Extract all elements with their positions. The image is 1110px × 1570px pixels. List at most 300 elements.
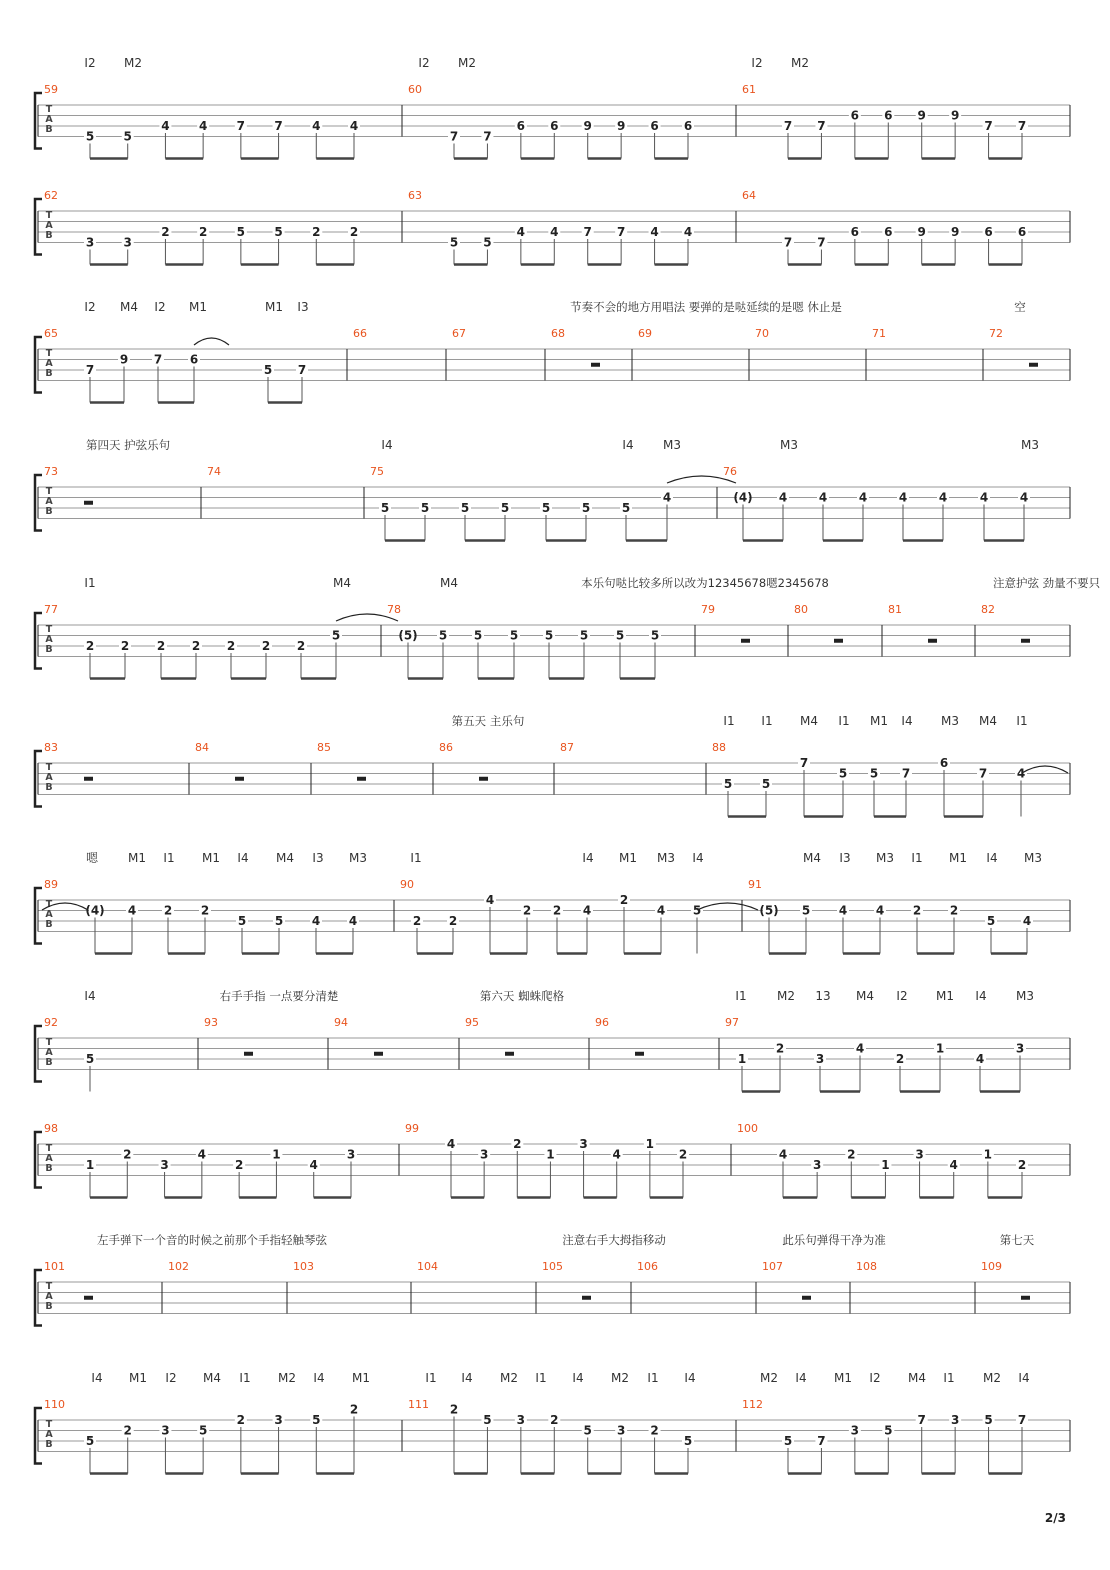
measure-number: 96 — [595, 1016, 609, 1029]
tab-clef-letter: B — [45, 367, 53, 379]
fingering-label: M3 — [349, 851, 367, 865]
fingering-label: I1 — [410, 851, 422, 865]
fret-number: 3 — [950, 1413, 960, 1427]
fret-number: 1 — [272, 1147, 281, 1162]
fret-number: 2 — [522, 903, 532, 918]
fingering-label: M4 — [856, 989, 874, 1003]
annotation-text: 左手弹下一个音的时候之前那个手指轻触琴弦 — [97, 1233, 327, 1247]
fingering-label: M2 — [124, 56, 142, 70]
rest-mark — [1021, 1296, 1030, 1300]
fret-number: 1 — [881, 1158, 890, 1172]
measure-number: 76 — [723, 465, 737, 478]
measure-number: 83 — [44, 741, 58, 754]
rest-mark — [84, 777, 93, 781]
fret-number: 6 — [984, 225, 993, 239]
fret-number: (5) — [759, 903, 779, 918]
fret-number: 4 — [516, 225, 526, 239]
measure-number: 112 — [742, 1398, 763, 1411]
annotation-text: 右手手指 一点要分清楚 — [219, 989, 339, 1003]
fingering-label: M1 — [619, 851, 637, 865]
fret-number: 7 — [817, 1434, 826, 1448]
fret-number: 4 — [858, 490, 868, 505]
fret-number: 7 — [1017, 1413, 1027, 1427]
annotation-text: 第七天 — [999, 1233, 1035, 1247]
fret-number: (5) — [398, 628, 418, 643]
fret-number: 9 — [616, 119, 626, 133]
fret-number: 5 — [85, 129, 95, 144]
page-number-text: 2/3 — [1044, 1511, 1066, 1525]
measure-number: 63 — [408, 189, 422, 202]
fret-number: 4 — [348, 914, 358, 928]
fret-number: 5 — [509, 628, 519, 643]
fret-number: 9 — [950, 225, 960, 239]
fingering-label: M1 — [870, 714, 888, 728]
fingering-label: M1 — [834, 1371, 852, 1385]
fret-number: 3 — [346, 1147, 356, 1162]
fret-number: 2 — [236, 1413, 246, 1427]
fret-number: 5 — [579, 628, 589, 643]
fret-number: 1 — [546, 1147, 555, 1162]
rest-mark — [834, 639, 843, 643]
fret-number: 3 — [579, 1137, 588, 1151]
fret-number: 2 — [619, 893, 629, 907]
tab-system — [35, 851, 1070, 954]
fingering-label: I4 — [684, 1371, 696, 1385]
measure-number: 68 — [551, 327, 565, 340]
measure-number: 88 — [712, 741, 726, 754]
measure-number: 111 — [408, 1398, 429, 1411]
fret-number: 7 — [901, 766, 911, 781]
fingering-label: M3 — [1024, 851, 1042, 865]
annotation-text: 注意护弦 劲量不要只 — [993, 576, 1101, 590]
fret-number: 7 — [616, 225, 626, 239]
fret-number: 5 — [312, 1413, 321, 1427]
tie-arc — [697, 903, 758, 910]
fret-number: 3 — [161, 1423, 170, 1438]
fret-number: 4 — [349, 119, 359, 133]
fret-number: 9 — [583, 119, 592, 133]
measure-number: 102 — [168, 1260, 189, 1273]
fret-number: 5 — [683, 1434, 693, 1448]
fret-number: 6 — [550, 119, 559, 133]
tab-system — [35, 56, 1070, 159]
tab-system — [35, 989, 1070, 1092]
fret-number: 3 — [815, 1052, 825, 1066]
fingering-label: M2 — [760, 1371, 778, 1385]
fret-number: 2 — [312, 225, 321, 239]
fret-number: 5 — [692, 903, 702, 918]
fret-number: 5 — [761, 777, 771, 791]
measure-number: 98 — [44, 1122, 58, 1135]
measure-number: 60 — [408, 83, 422, 96]
fret-number: 3 — [616, 1423, 626, 1438]
fret-number: 5 — [783, 1434, 793, 1448]
tab-clef-letter: T — [45, 899, 53, 910]
fret-number: 2 — [120, 639, 130, 653]
fingering-label: M2 — [278, 1371, 296, 1385]
fingering-label: M4 — [276, 851, 294, 865]
fret-number: 2 — [296, 639, 306, 653]
tab-clef-letter: B — [45, 1056, 53, 1068]
fret-number: 5 — [483, 1413, 492, 1427]
fret-number: 4 — [309, 1158, 318, 1172]
tab-system — [35, 1122, 1070, 1198]
fret-number: 4 — [838, 903, 848, 918]
fingering-label: 13 — [815, 989, 831, 1003]
fret-number: 6 — [1017, 225, 1027, 239]
measure-number: 106 — [637, 1260, 658, 1273]
rest-mark — [1029, 363, 1038, 367]
fret-number: 5 — [838, 766, 848, 781]
tab-system — [35, 300, 1070, 403]
measure-number: 62 — [44, 189, 58, 202]
fret-number: 4 — [550, 225, 559, 239]
fret-number: 3 — [516, 1413, 526, 1427]
fingering-label: I4 — [901, 714, 913, 728]
fingering-label: I2 — [896, 989, 908, 1003]
measure-number: 70 — [755, 327, 769, 340]
fret-number: 5 — [723, 777, 733, 791]
fret-number: 4 — [612, 1147, 621, 1162]
fingering-label: I4 — [582, 851, 594, 865]
measure-number: 69 — [638, 327, 652, 340]
rest-mark — [928, 639, 937, 643]
fret-number: 4 — [938, 490, 948, 505]
fret-number: 5 — [581, 501, 591, 515]
measure-number: 104 — [417, 1260, 438, 1273]
fingering-label: 嗯 — [85, 851, 99, 865]
fingering-label: I4 — [91, 1371, 103, 1385]
fingering-label: M4 — [908, 1371, 926, 1385]
fingering-label: I3 — [839, 851, 851, 865]
fret-number: 4 — [656, 903, 666, 918]
fret-number: 7 — [449, 129, 459, 144]
fingering-label: I4 — [237, 851, 249, 865]
fret-number: 2 — [156, 639, 166, 653]
fret-number: 4 — [683, 225, 693, 239]
measure-number: 85 — [317, 741, 331, 754]
fret-number: 4 — [949, 1158, 958, 1172]
fingering-label: M1 — [129, 1371, 147, 1385]
measure-number: 75 — [370, 465, 384, 478]
fret-number: 4 — [127, 903, 137, 918]
tab-system — [35, 1371, 1070, 1474]
fret-number: 2 — [349, 225, 359, 239]
measure-number: 73 — [44, 465, 58, 478]
fret-number: 6 — [683, 119, 693, 133]
tab-clef-letter: A — [45, 908, 53, 920]
tab-system — [35, 189, 1070, 265]
fingering-label: I1 — [163, 851, 175, 865]
tab-clef-letter: B — [45, 505, 53, 517]
fret-number: 3 — [274, 1413, 283, 1427]
fret-number: 7 — [274, 119, 283, 133]
fret-number: 1 — [737, 1052, 747, 1066]
fret-number: 3 — [812, 1158, 822, 1172]
fret-number: 2 — [85, 639, 95, 653]
fingering-label: M2 — [611, 1371, 629, 1385]
fret-number: 4 — [1016, 766, 1026, 781]
fret-number: 2 — [261, 639, 271, 653]
tab-system — [35, 438, 1070, 541]
measure-number: 74 — [207, 465, 221, 478]
measure-number: 110 — [44, 1398, 65, 1411]
rest-mark — [244, 1052, 253, 1056]
rest-mark — [582, 1296, 591, 1300]
fret-number: 4 — [778, 1147, 788, 1162]
tab-clef-letter: B — [45, 918, 53, 930]
fret-number: 2 — [650, 1423, 659, 1438]
fret-number: 4 — [312, 119, 321, 133]
fret-number: 4 — [875, 903, 885, 918]
tab-clef-letter: A — [45, 633, 53, 645]
fingering-label: I2 — [165, 1371, 177, 1385]
fingering-label: M2 — [791, 56, 809, 70]
rest-mark — [635, 1052, 644, 1056]
fingering-label: M2 — [500, 1371, 518, 1385]
fingering-label: M1 — [202, 851, 220, 865]
fret-number: 4 — [1019, 490, 1029, 505]
measure-number: 105 — [542, 1260, 563, 1273]
fingering-label: M2 — [458, 56, 476, 70]
fret-number: 5 — [123, 129, 132, 144]
fret-number: 5 — [274, 225, 283, 239]
fret-number: 7 — [483, 129, 492, 144]
tab-clef-letter: T — [45, 348, 53, 359]
fret-number: 7 — [297, 363, 307, 377]
fret-number: 1 — [983, 1147, 993, 1162]
fret-number: 4 — [979, 490, 989, 505]
fingering-label: M4 — [440, 576, 458, 590]
fret-number: 2 — [513, 1137, 522, 1151]
fingering-label: I1 — [239, 1371, 251, 1385]
tab-clef-letter: T — [45, 104, 53, 115]
fret-number: 5 — [236, 225, 246, 239]
tab-clef-letter: T — [45, 210, 53, 221]
fingering-label: M4 — [803, 851, 821, 865]
tab-clef-letter: A — [45, 113, 53, 125]
fingering-label: I4 — [975, 989, 987, 1003]
fret-number: 1 — [935, 1041, 945, 1056]
fingering-label: I1 — [761, 714, 773, 728]
fret-number: 9 — [917, 225, 926, 239]
tab-clef-letter: B — [45, 123, 53, 135]
tab-clef-letter: T — [45, 624, 53, 635]
fret-number: 2 — [775, 1041, 785, 1056]
fret-number: 6 — [189, 352, 199, 367]
fret-number: 2 — [191, 639, 201, 653]
measure-number: 103 — [293, 1260, 314, 1273]
fret-number: 4 — [582, 903, 592, 918]
annotation-text: 第六天 蜘蛛爬格 — [479, 989, 565, 1003]
tab-clef-letter: B — [45, 643, 53, 655]
fret-number: 5 — [650, 628, 660, 643]
tab-clef-letter: B — [45, 229, 53, 241]
fret-number: 6 — [650, 119, 659, 133]
fingering-label: I4 — [795, 1371, 807, 1385]
fingering-label: I2 — [154, 300, 166, 314]
fret-number: 4 — [311, 914, 321, 928]
fingering-label: M1 — [128, 851, 146, 865]
measure-number: 61 — [742, 83, 756, 96]
fret-number: 5 — [237, 914, 247, 928]
fret-number: 2 — [448, 914, 458, 928]
fingering-label: M1 — [265, 300, 283, 314]
measure-number: 81 — [888, 603, 902, 616]
fret-number: 7 — [984, 119, 993, 133]
measure-number: 87 — [560, 741, 574, 754]
annotation-text: 此乐句弹得干净为准 — [782, 1233, 886, 1247]
fret-number: 3 — [85, 235, 95, 250]
fret-number: 4 — [818, 490, 828, 505]
annotation-text: 注意右手大拇指移动 — [562, 1233, 666, 1247]
tab-clef-letter: A — [45, 219, 53, 231]
tab-system — [35, 576, 1101, 679]
fingering-label: I1 — [647, 1371, 659, 1385]
fret-number: 2 — [895, 1052, 905, 1066]
fret-number: 5 — [85, 1434, 95, 1448]
measure-number: 65 — [44, 327, 58, 340]
fret-number: 4 — [778, 490, 788, 505]
fret-number: 5 — [198, 1423, 208, 1438]
fret-number: 6 — [939, 756, 949, 770]
fret-number: 9 — [119, 352, 129, 367]
measure-number: 79 — [701, 603, 715, 616]
fret-number: 5 — [984, 1413, 993, 1427]
fret-number: 5 — [380, 501, 390, 515]
fret-number: 2 — [123, 1423, 132, 1438]
fret-number: 2 — [552, 903, 562, 918]
fret-number: 3 — [850, 1423, 860, 1438]
tab-clef-letter: T — [45, 762, 53, 773]
measure-number: 86 — [439, 741, 453, 754]
fret-number: 2 — [847, 1147, 856, 1162]
fret-number: 6 — [850, 108, 860, 123]
fret-number: 7 — [1017, 119, 1027, 133]
fret-number: 5 — [541, 501, 551, 515]
rest-mark — [84, 1296, 93, 1300]
fingering-label: M4 — [333, 576, 351, 590]
tab-clef-letter: B — [45, 781, 53, 793]
measure-number: 97 — [725, 1016, 739, 1029]
tab-clef-letter: T — [45, 1143, 53, 1154]
measure-number: 77 — [44, 603, 58, 616]
fret-number: (4) — [85, 903, 105, 918]
tab-clef-letter: B — [45, 1162, 53, 1174]
measure-number: 109 — [981, 1260, 1002, 1273]
tab-clef-letter: A — [45, 1046, 53, 1058]
fret-number: 4 — [1022, 914, 1032, 928]
annotation-text: 本乐句哒比较多所以改为12345678嗯2345678 — [581, 576, 829, 590]
fret-number: 2 — [234, 1158, 244, 1172]
fingering-label: I1 — [723, 714, 735, 728]
fret-number: 2 — [349, 1402, 359, 1417]
fingering-label: M3 — [657, 851, 675, 865]
fret-number: 7 — [917, 1413, 926, 1427]
fret-number: 7 — [817, 235, 826, 250]
fret-number: 9 — [917, 108, 926, 123]
tab-clef-letter: T — [45, 1281, 53, 1292]
fingering-label: M3 — [1021, 438, 1039, 452]
tab-clef-letter: T — [45, 486, 53, 497]
rest-mark — [235, 777, 244, 781]
tab-clef-letter: A — [45, 1428, 53, 1440]
fret-number: 2 — [678, 1147, 688, 1162]
measure-number: 72 — [989, 327, 1003, 340]
annotation-text: 第五天 主乐句 — [451, 714, 525, 728]
tab-clef-letter: A — [45, 771, 53, 783]
fret-number: 2 — [449, 1402, 459, 1417]
fingering-label: M3 — [876, 851, 894, 865]
fret-number: 4 — [650, 225, 659, 239]
fret-number: 5 — [85, 1052, 95, 1066]
fret-number: 5 — [473, 628, 483, 643]
fingering-label: I4 — [622, 438, 634, 452]
fingering-label: M2 — [777, 989, 795, 1003]
tab-clef-letter: A — [45, 495, 53, 507]
fret-number: 2 — [1017, 1158, 1027, 1172]
fingering-label: I1 — [535, 1371, 547, 1385]
fret-number: 4 — [485, 893, 495, 907]
measure-number: 100 — [737, 1122, 758, 1135]
fingering-label: I1 — [911, 851, 923, 865]
fingering-label: I4 — [572, 1371, 584, 1385]
fret-number: 7 — [799, 756, 809, 770]
fingering-label: M3 — [941, 714, 959, 728]
measure-number: 59 — [44, 83, 58, 96]
fret-number: 5 — [621, 501, 631, 515]
fret-number: 5 — [460, 501, 470, 515]
measure-number: 71 — [872, 327, 886, 340]
fret-number: 5 — [331, 628, 341, 643]
fingering-label: I1 — [84, 576, 96, 590]
fingering-label: I4 — [986, 851, 998, 865]
fret-number: 5 — [500, 501, 510, 515]
fingering-label: M4 — [203, 1371, 221, 1385]
fret-number: 5 — [986, 914, 996, 928]
tab-clef-letter: B — [45, 1300, 53, 1312]
fingering-label: I4 — [84, 989, 96, 1003]
fret-number: 3 — [1015, 1041, 1025, 1056]
fingering-label: I1 — [425, 1371, 437, 1385]
measure-number: 82 — [981, 603, 995, 616]
fret-number: 4 — [197, 1147, 207, 1162]
rest-mark — [1021, 639, 1030, 643]
measure-number: 99 — [405, 1122, 419, 1135]
measure-number: 66 — [353, 327, 367, 340]
fingering-label: I4 — [692, 851, 704, 865]
fret-number: 7 — [817, 119, 826, 133]
fret-number: 4 — [855, 1041, 865, 1056]
fingering-label: M4 — [800, 714, 818, 728]
tie-arc — [194, 338, 229, 345]
measure-number: 84 — [195, 741, 209, 754]
fret-number: 2 — [198, 225, 208, 239]
fret-number: 7 — [236, 119, 246, 133]
fret-number: 2 — [123, 1147, 132, 1162]
fingering-label: M3 — [1016, 989, 1034, 1003]
fingering-label: M2 — [983, 1371, 1001, 1385]
measure-number: 78 — [387, 603, 401, 616]
tab-clef-letter: T — [45, 1037, 53, 1048]
fingering-label: I3 — [297, 300, 309, 314]
fingering-label: M1 — [189, 300, 207, 314]
measure-number: 80 — [794, 603, 808, 616]
measure-number: 91 — [748, 878, 762, 891]
measure-number: 90 — [400, 878, 414, 891]
fret-number: 6 — [884, 108, 893, 123]
measure-number: 95 — [465, 1016, 479, 1029]
